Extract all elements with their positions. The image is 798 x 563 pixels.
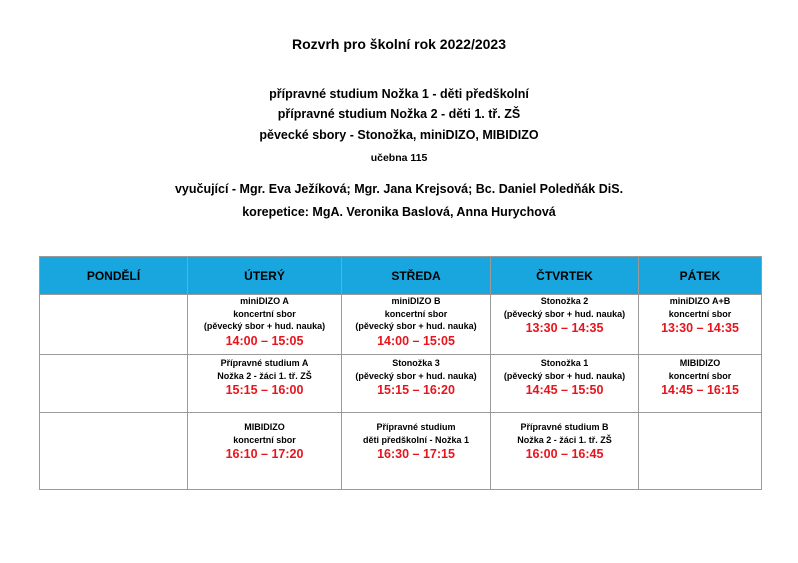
- lesson-time: 14:45 – 15:50: [525, 383, 604, 397]
- day-header-tuesday: ÚTERÝ: [188, 257, 342, 295]
- lesson-description: MIBIDIZO: [244, 422, 285, 432]
- schedule-cell-wednesday: [342, 295, 491, 355]
- lesson-time: 16:30 – 17:15: [377, 447, 455, 461]
- schedule-cell-wednesday: [342, 355, 491, 413]
- lesson-time: 15:15 – 16:20: [377, 383, 455, 397]
- subtitle-line-1: přípravné studium Nožka 1 - děti předškolní: [269, 87, 529, 101]
- lesson-time: 14:45 – 16:15: [661, 383, 739, 397]
- lesson-description: Přípravné studium: [376, 422, 456, 432]
- day-header-friday: PÁTEK: [639, 257, 762, 295]
- lesson-description: Stonožka 2: [540, 296, 589, 306]
- lesson-time: 16:00 – 16:45: [525, 447, 604, 461]
- lesson-description: Přípravné studium A: [220, 358, 309, 368]
- accompanists-line: korepetice: MgA. Veronika Baslová, Anna Hurychová: [242, 205, 556, 219]
- lesson-description: miniDIZO B: [391, 296, 441, 306]
- day-header-thursday: ČTVRTEK: [491, 257, 639, 295]
- lesson-time: 16:10 – 17:20: [225, 447, 304, 461]
- lesson-time: 13:30 – 14:35: [525, 321, 604, 335]
- day-header-wednesday: STŘEDA: [342, 257, 491, 295]
- subtitle-line-3: pěvecké sbory - Stonožka, miniDIZO, MIBIDIZO: [259, 128, 539, 142]
- schedule-cell-tuesday: [188, 413, 342, 490]
- teachers-line: vyučující - Mgr. Eva Ježíková; Mgr. Jana Krejsová; Bc. Daniel Poledňák DiS.: [174, 182, 624, 196]
- schedule-cell-friday: [639, 295, 762, 355]
- lesson-description: miniDIZO A+B: [669, 296, 731, 306]
- lesson-description: (pěvecký sbor + hud. nauka): [503, 308, 626, 319]
- table-row: [40, 295, 762, 355]
- lesson-description: MIBIDIZO: [679, 358, 721, 368]
- subtitle-line-2: přípravné studium Nožka 2 - děti 1. tř. ZŠ: [277, 107, 521, 121]
- table-row: [40, 413, 762, 490]
- table-row: [40, 355, 762, 413]
- lesson-time: 14:00 – 15:05: [377, 333, 455, 348]
- schedule-cell-monday: [40, 295, 188, 355]
- lesson-description: koncertní sbor: [233, 308, 296, 319]
- day-header-row: [40, 257, 762, 295]
- lesson-description: děti předškolní - Nožka 1: [362, 434, 470, 445]
- schedule-table: [39, 256, 762, 490]
- schedule-cell-thursday: [491, 355, 639, 413]
- day-header-monday: PONDĚLÍ: [40, 257, 188, 295]
- schedule-cell-thursday: [491, 413, 639, 490]
- schedule-title: Rozvrh pro školní rok 2022/2023: [292, 36, 506, 52]
- lesson-description: koncertní sbor: [384, 308, 448, 319]
- lesson-description: (pěvecký sbor + hud. nauka): [355, 370, 477, 381]
- lesson-description: Stonožka 3: [392, 358, 440, 368]
- lesson-description: Stonožka 1: [540, 358, 589, 368]
- room-label: učebna 115: [370, 152, 428, 164]
- lesson-description: Přípravné studium B: [520, 422, 609, 432]
- schedule-cell-friday: [639, 413, 762, 490]
- lesson-description: miniDIZO A: [240, 296, 289, 306]
- schedule-cell-thursday: [491, 295, 639, 355]
- lesson-time: 14:00 – 15:05: [225, 333, 304, 348]
- lesson-description: koncertní sbor: [233, 434, 296, 445]
- schedule-cell-tuesday: [188, 355, 342, 413]
- schedule-cell-wednesday: [342, 413, 491, 490]
- lesson-description: (pěvecký sbor + hud. nauka): [203, 321, 326, 331]
- lesson-description: Nožka 2 - žáci 1. tř. ZŠ: [217, 370, 312, 381]
- schedule-cell-friday: [639, 355, 762, 413]
- lesson-description: koncertní sbor: [668, 308, 732, 319]
- lesson-time: 15:15 – 16:00: [225, 383, 304, 397]
- schedule-cell-tuesday: [188, 295, 342, 355]
- lesson-description: (pěvecký sbor + hud. nauka): [355, 321, 477, 331]
- lesson-description: Nožka 2 - žáci 1. tř. ZŠ: [517, 434, 612, 445]
- lesson-description: (pěvecký sbor + hud. nauka): [503, 370, 626, 381]
- lesson-time: 13:30 – 14:35: [661, 321, 739, 335]
- schedule-cell-monday: [40, 413, 188, 490]
- schedule-cell-monday: [40, 355, 188, 413]
- lesson-description: koncertní sbor: [668, 370, 732, 381]
